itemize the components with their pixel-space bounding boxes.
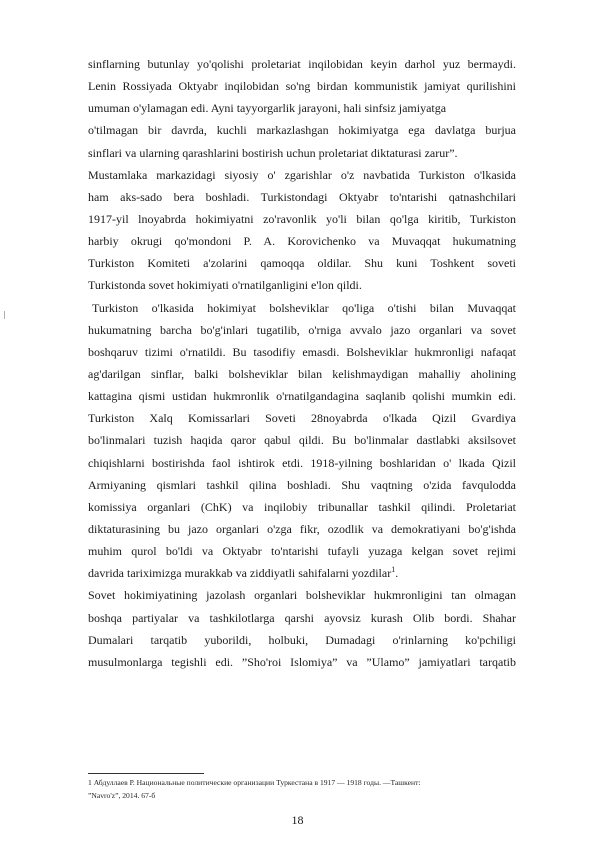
- text-line: o'tilmagan bir davrda, kuchli markazlashgan hokimiyatga ega davlatga burjua: [88, 123, 516, 138]
- text-line: kattagina qismi ustidan hukmronlik o'rnatilgandagina saqlanib qolishi mumkin edi.: [88, 389, 516, 404]
- footnote-ref[interactable]: 1: [391, 565, 396, 575]
- text-line: davrida tariximizga murakkab va ziddiyatli sahifalarni yozdilar: [88, 566, 392, 581]
- text-line: Dumalari tarqatib yuborildi, holbuki, Dumadagi o'rinlarning ko'pchiligi: [88, 632, 516, 647]
- footnote-line: 1 Абдуллаев Р. Национальные политические организации Туркестана в 1917 — 1918 годы. —Ташкент:: [88, 778, 421, 787]
- text-line: Armiyaning qismlari tashkil qilina boshladi. Shu vaqtning o'zida favqulodda: [88, 477, 516, 492]
- text-line: chiqishlarni bostirishda faol ishtirok etdi. 1918-yilning boshlaridan o' lkada Qizil: [88, 455, 516, 470]
- footnote: [88, 776, 528, 802]
- text-line: Turkiston Komiteti a'zolarini qamoqqa oldilar. Shu kuni Toshkent soveti: [88, 256, 516, 271]
- text-line: sinflari va ularning qarashlarini bostirish uchun proletariat diktaturasi zarur”.: [88, 145, 458, 160]
- text-line: harbiy okrugi qo'mondoni P. A. Korovichenko va Muvaqqat hukumatning: [88, 234, 516, 249]
- text-line-with-footnote-ref: [88, 562, 516, 584]
- text-line: hukumatning barcha bo'g'inlari tugatilib, o'rniga avvalo jazo organlari va sovet: [88, 322, 516, 337]
- text-line: diktaturasining bu jazo organlari o'zga fikr, ozodlik va demokratiyani bo'g'ishda: [88, 521, 516, 536]
- text-line: muhim qurol bo'ldi va Oktyabr to'ntarishi tufayli yuzaga kelgan sovet rejimi: [88, 544, 516, 559]
- text-line: ham aks-sado bera boshladi. Turkistondagi Oktyabr to'ntarishi qatnashchilari: [88, 189, 516, 204]
- text-line: sinflarning butunlay yo'qolishi proletariat inqilobidan keyin darhol yuz bermaydi.: [88, 57, 516, 71]
- text-line: boshqaruv tizimi o'rnatildi. Bu tasodifiy emasdi. Bolsheviklar hukmronligi nafaqat: [88, 344, 516, 359]
- footnote-line: ”Navro'z”, 2014. 67-б: [88, 791, 156, 800]
- text-line: Turkiston o'lkasida hokimiyat bolsheviklar qo'liga o'tishi bilan Muvaqqat: [92, 300, 516, 315]
- footnote-ref-tail: .: [395, 566, 399, 581]
- text-line: boshqa partiyalar va tashkilotlarga qarshi ayovsiz kurash Olib bordi. Shahar: [88, 610, 516, 625]
- body-text: [88, 53, 516, 673]
- text-line: Turkiston Xalq Komissarlari Soveti 28noyabrda o'lkada Qizil Gvardiya: [88, 411, 516, 426]
- text-line: Mustamlaka markazidagi siyosiy o' zgarishlar o'z navbatida Turkiston o'lkasida: [88, 167, 516, 182]
- margin-mark: [4, 311, 5, 319]
- text-line: ag'darilgan sinflar, balki bolsheviklar bilan kelishmaydigan mahalliy aholining: [88, 366, 516, 381]
- text-line: Sovet hokimiyatining jazolash organlari bolsheviklar hukmronligini tan olmagan: [88, 588, 516, 603]
- text-line: umuman o'ylamagan edi. Ayni tayyorgarlik jarayoni, hali sinfsiz jamiyatga: [88, 101, 447, 116]
- footnote-divider: [88, 773, 204, 774]
- text-line: Turkistonda sovet hokimiyati o'rnatilganligini e'lon qildi.: [88, 278, 362, 293]
- text-line: komissiya organlari (ChK) va inqilobiy tribunallar tashkil qilindi. Proletariat: [88, 499, 516, 514]
- text-line: bo'linmalari tuzish haqida qaror qabul qildi. Bu bo'linmalar dastlabki aksilsovet: [88, 433, 516, 448]
- page-number: 18: [291, 813, 304, 827]
- text-line: Lenin Rossiyada Oktyabr inqilobidan so'ng birdan kommunistik jamiyat qurilishini: [88, 79, 516, 94]
- text-line: 1917-yil lnoyabrda hokimiyatni zo'ravonlik yo'li bilan qo'lga kiritib, Turkiston: [88, 211, 516, 226]
- text-line: musulmonlarga tegishli edi. ”Sho'roi Islomiya” va ”Ulamo” jamiyatlari tarqatib: [88, 654, 516, 669]
